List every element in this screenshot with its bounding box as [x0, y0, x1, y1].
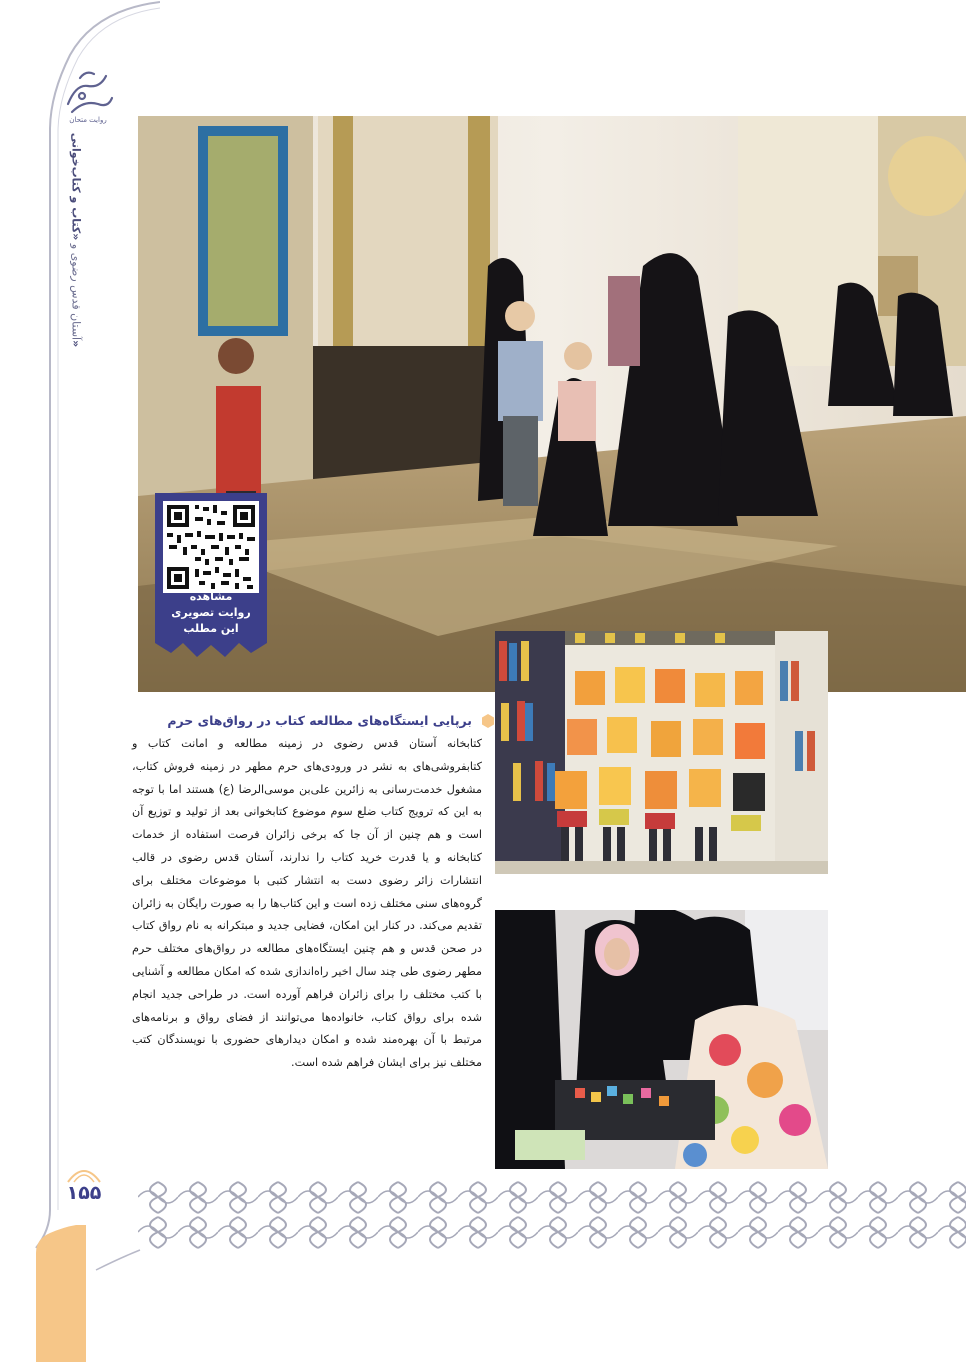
- running-header: [56, 132, 96, 348]
- magazine-logo: [58, 64, 118, 124]
- page-number-text: ۱۵۵: [66, 1182, 102, 1204]
- article-title-text: برپایی ایستگاه‌های مطالعه کتاب در رواق‌های حرم: [167, 713, 472, 728]
- title-bullet-icon: [480, 713, 496, 729]
- article: [132, 711, 482, 1075]
- qr-caption-line-2: روایت تصویری: [171, 606, 251, 619]
- page-number: [58, 1182, 110, 1212]
- decorative-pattern-band: [138, 1180, 966, 1250]
- photo-children-reading-books: [495, 631, 828, 874]
- orange-corner-tab: [36, 1225, 86, 1362]
- article-body: کتابخانه آستان قدس رضوی در زمینه مطالعه و امانت کتاب و کتابفروشی‌های به نشر در ورودی‌های حرم مطهر در زمینه فروش کتاب، مشغول خدمت‌رسانی به زائرین علی‌بن موسی‌الرضا (ع) هستند اما با توجه به این که ترویج کتاب ضلع سوم موضوع کتابخوانی بعد از تولید و توزیع آن است و هم چنین از آن جا که برخی زائران فرصت استفاده از خدمات کتابخانه و یا قدرت خرید کتاب را ندارند، آستان قدس رضوی در قالب انتشارات زائر رضوی دست به انتشار کتبی با موضوعات مختلف برای گروه‌های سنی مختلف زده است و این کتاب‌ها را به صورت رایگان به زائران تقدیم می‌کند. در کنار این امکان، فضایی جدید و مبتکرانه به نام رواق کتاب در صحن قدس و هم چنین ایستگاه‌های مطالعه در رواق‌های مختلف حرم مطهر رضوی طی چند سال اخیر راه‌اندازی شده که امکان مطالعه و آشنایی با کتب مختلف را برای زائران فراهم آورده است. در طراحی جدید انجام شده برای رواق کتاب، خانواده‌ها می‌توانند از فضای رواق و برنامه‌های مرتبط با آن بهره‌مند شده و امکان دیدارهای حضوری با نویسندگان کتب مختلف نیز برای ایشان فراهم شده است.: [132, 737, 482, 1070]
- running-header-bold: «کتاب و کتاب‌خوانی»: [69, 132, 83, 348]
- qr-caption-line-1: مشاهده: [189, 590, 233, 603]
- logo-text: روایت متحان: [69, 116, 107, 124]
- qr-caption-line-3: این مطلب: [183, 622, 239, 635]
- qr-caption: [155, 589, 267, 637]
- running-header-plain: آستان قدس رضوی و: [69, 240, 83, 341]
- photo-women-crafts-table: [495, 910, 828, 1169]
- qr-code-badge[interactable]: [155, 493, 267, 668]
- page-number-ornament: [64, 1166, 104, 1184]
- article-title: [132, 711, 482, 731]
